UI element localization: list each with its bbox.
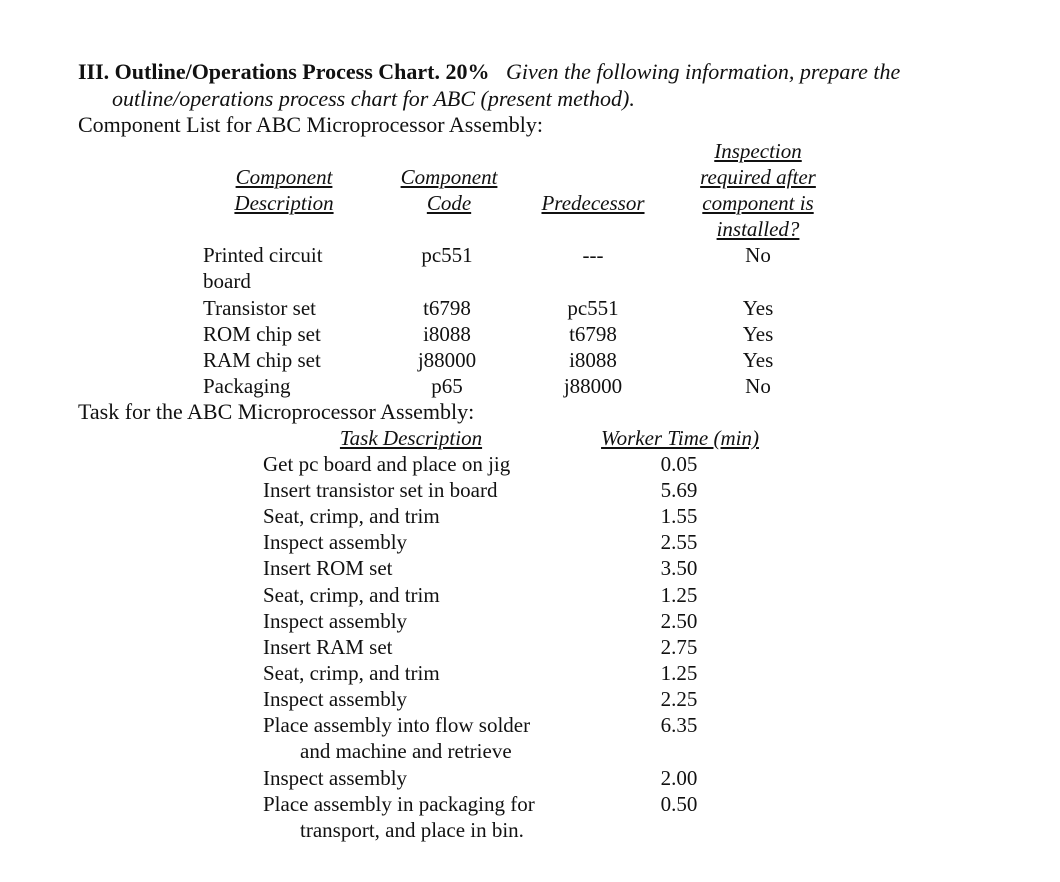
component-description: Printed circuit xyxy=(203,243,323,267)
header-inspection-1: Inspection xyxy=(714,139,802,163)
task-time: 1.55 xyxy=(660,504,698,528)
instruction-text-cont: outline/operations process chart for ABC (present method). xyxy=(112,86,635,111)
header-inspection-4: installed? xyxy=(716,217,800,241)
task-description: Insert transistor set in board xyxy=(263,478,498,502)
task-description: Get pc board and place on jig xyxy=(263,452,511,476)
component-description: ROM chip set xyxy=(203,322,321,346)
task-description: Inspect assembly xyxy=(263,687,408,711)
task-time: 6.35 xyxy=(660,713,698,737)
component-code: p65 xyxy=(431,374,463,398)
task-description-cont: and machine and retrieve xyxy=(300,739,512,763)
header-component-code-2: Code xyxy=(426,191,472,215)
header-inspection-2: required after xyxy=(700,165,816,189)
header-component-description-1: Component xyxy=(235,165,333,189)
task-time: 2.00 xyxy=(660,766,698,790)
task-description: Insert RAM set xyxy=(263,635,393,659)
component-code: t6798 xyxy=(423,296,471,320)
instruction-text: Given the following information, prepare the xyxy=(505,59,901,84)
task-description: Seat, crimp, and trim xyxy=(263,504,440,528)
component-description: Transistor set xyxy=(203,296,316,320)
task-description: Place assembly in packaging for xyxy=(263,792,535,816)
component-predecessor: i8088 xyxy=(569,348,617,372)
component-predecessor: --- xyxy=(582,243,604,267)
task-description: Inspect assembly xyxy=(263,530,408,554)
task-description: Place assembly into flow solder xyxy=(263,713,531,737)
component-code: j88000 xyxy=(417,348,477,372)
component-predecessor: j88000 xyxy=(563,374,623,398)
section-title: III. Outline/Operations Process Chart. 20% xyxy=(78,59,490,84)
component-description: Packaging xyxy=(203,374,291,398)
task-time: 1.25 xyxy=(660,583,698,607)
task-time: 0.50 xyxy=(660,792,698,816)
task-time: 2.75 xyxy=(660,635,698,659)
header-predecessor: Predecessor xyxy=(541,191,645,215)
header-worker-time: Worker Time (min) xyxy=(601,426,759,450)
component-description-cont: board xyxy=(203,269,251,293)
component-inspection: Yes xyxy=(742,322,774,346)
task-time: 2.25 xyxy=(660,687,698,711)
task-time: 0.05 xyxy=(660,452,698,476)
component-inspection: No xyxy=(745,243,771,267)
component-description: RAM chip set xyxy=(203,348,321,372)
task-description: Seat, crimp, and trim xyxy=(263,583,440,607)
header-task-description: Task Description xyxy=(339,426,483,450)
task-time: 2.55 xyxy=(660,530,698,554)
component-predecessor: pc551 xyxy=(567,296,619,320)
component-inspection: No xyxy=(745,374,771,398)
task-list-title: Task for the ABC Microprocessor Assembly: xyxy=(78,399,475,424)
component-code: i8088 xyxy=(423,322,471,346)
component-code: pc551 xyxy=(421,243,473,267)
component-inspection: Yes xyxy=(742,296,774,320)
task-time: 1.25 xyxy=(660,661,698,685)
task-description: Inspect assembly xyxy=(263,766,408,790)
task-time: 3.50 xyxy=(660,556,698,580)
task-time: 2.50 xyxy=(660,609,698,633)
header-component-code-1: Component xyxy=(400,165,498,189)
header-component-description-2: Description xyxy=(234,191,334,215)
component-predecessor: t6798 xyxy=(569,322,617,346)
task-description-cont: transport, and place in bin. xyxy=(300,818,524,842)
heading-line-1 xyxy=(78,59,900,85)
task-description: Insert ROM set xyxy=(263,556,393,580)
task-time: 5.69 xyxy=(660,478,698,502)
header-inspection-3: component is xyxy=(702,191,814,215)
task-description: Inspect assembly xyxy=(263,609,408,633)
component-list-title: Component List for ABC Microprocessor Assembly: xyxy=(78,112,544,137)
task-description: Seat, crimp, and trim xyxy=(263,661,440,685)
component-inspection: Yes xyxy=(742,348,774,372)
